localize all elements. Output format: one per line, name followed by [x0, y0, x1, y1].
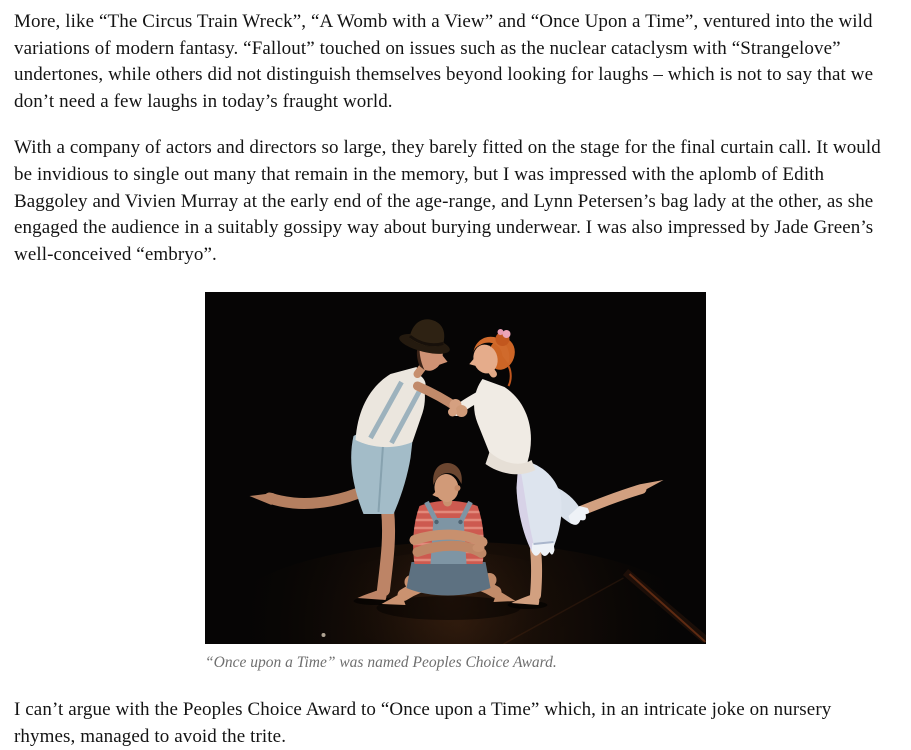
paragraph-plays-fantasy: More, like “The Circus Train Wreck”, “A Womb with a View” and “Once Upon a Time”, ventured into the wild variations of modern fantasy. “Fallout” touched on issues such as the nuclear cataclysm with “Strangelove” undertones, while others did not distinguish themselves beyond looking for laughs – which is not to say that we don’t need a few laughs in today’s fraught world. — [14, 11, 874, 112]
photo-caption: “Once upon a Time” was named Peoples Choice Award. — [205, 654, 557, 672]
paragraph-peoples-choice: I can’t argue with the Peoples Choice Award to “Once upon a Time” which, in an intricate joke on nursery rhymes, managed to avoid the trite. — [14, 699, 832, 747]
pink-bow — [503, 330, 511, 338]
stage-photo — [205, 292, 706, 644]
stage-photo-figure — [205, 292, 706, 673]
stage-photo-illustration — [205, 292, 706, 644]
paragraph-company-actors: With a company of actors and directors so large, they barely fitted on the stage for the final curtain call. It would be invidious to single out many that remain in the memory, but I was impressed with the aplomb of Edith Baggoley and Vivien Murray at the early end of the age-range, and Lynn Petersen’s bag lady at the other, as she engaged the audience in a suitably gossipy way about burying underwear. I was also impressed by Jade Green’s well-conceived “embryo”. — [14, 137, 881, 265]
floor-speck — [322, 633, 326, 637]
